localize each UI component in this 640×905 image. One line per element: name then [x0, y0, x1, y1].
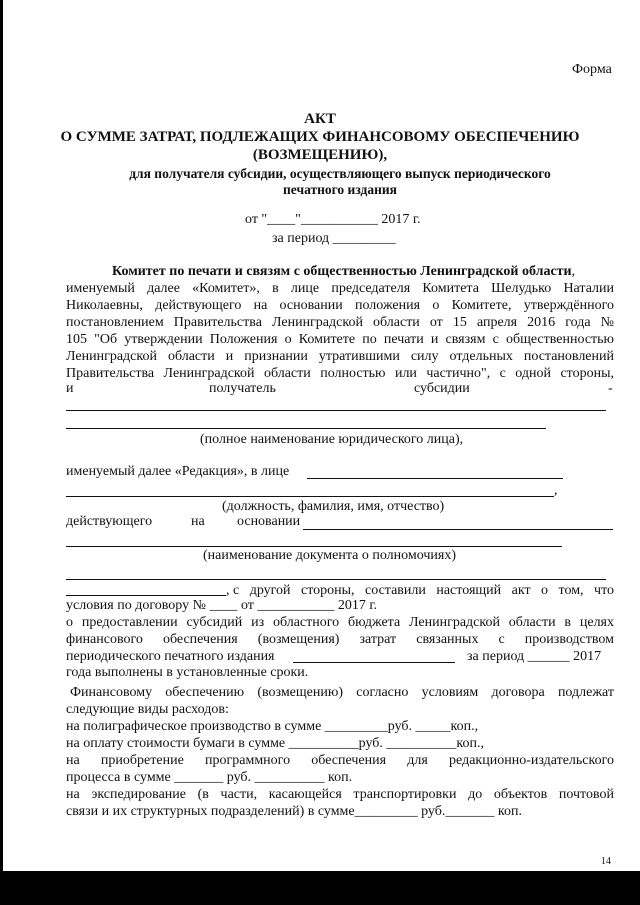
- subtitle-recipient: для получателя субсидии, осуществляющего выпуск периодического: [129, 166, 551, 181]
- expense-printing: на полиграфическое производство в сумме _________руб. _____коп.,: [66, 719, 479, 734]
- on-word: на: [191, 514, 205, 529]
- basis-word: основании: [237, 514, 301, 529]
- p1-line5: 105 "Об утверждении Положения о Комитете по печати и связям с общественностью: [66, 332, 614, 347]
- authority-field-2[interactable]: [66, 595, 226, 596]
- p3-line1: Финансовому обеспечению (возмещению) согласно условиям договора подлежат: [70, 685, 614, 700]
- authority-field[interactable]: [66, 579, 606, 580]
- legal-name-field-1[interactable]: [66, 410, 606, 411]
- caption-legal-name: (полное наименование юридического лица),: [200, 432, 464, 447]
- basis-field-2[interactable]: [66, 546, 562, 547]
- p2-line2: финансового обеспечения (возмещения) затрат связанных с производством: [66, 632, 614, 647]
- expense-paper: на оплату стоимости бумаги в сумме __________руб. __________коп.,: [66, 736, 484, 751]
- scan-bottom-edge: [0, 871, 640, 905]
- caption-person: (должность, фамилия, имя, отчество): [222, 499, 445, 514]
- editorial-person-field-2[interactable]: [66, 496, 554, 497]
- expense-software-1: на приобретение программного обеспечения для редакционно-издательского: [66, 753, 614, 768]
- editorial-person-field[interactable]: [307, 478, 563, 479]
- editorial-label: именуемый далее «Редакция», в лице: [66, 464, 290, 479]
- expense-forwarding-2: связи и их структурных подразделений) в сумме_________ руб._______ коп.: [66, 804, 522, 819]
- caption-document: (наименование документа о полномочиях): [203, 548, 457, 563]
- p2-line3b: за период ______ 2017: [467, 649, 602, 664]
- p1-line3: Николаевны, действующего на основании положения о Комитете, утверждённого: [66, 298, 614, 313]
- title-reimbursement: (ВОЗМЕЩЕНИЮ),: [252, 147, 388, 163]
- subtitle-publication: печатного издания: [283, 182, 397, 197]
- form-label: Форма: [572, 62, 612, 77]
- comma-2: ,: [554, 483, 558, 498]
- p2-line3a: периодического печатного издания: [66, 649, 275, 664]
- legal-name-field-2[interactable]: [66, 428, 546, 429]
- period-line: за период _________: [272, 231, 396, 246]
- p2-line4: года выполнены в установленные сроки.: [66, 665, 309, 680]
- p2-line1: о предоставлении субсидий из областного бюджета Ленинградской области в целях: [66, 615, 614, 630]
- p1-line2: именуемый далее «Комитет», в лице председателя Комитета Шелудько Наталии: [66, 281, 614, 296]
- dash: -: [608, 381, 613, 396]
- page-number: 14: [601, 856, 611, 867]
- contract-line: условия по договору № ____ от ___________ 2017 г.: [66, 598, 378, 613]
- basis-field[interactable]: [303, 529, 613, 530]
- and-word: и: [66, 381, 74, 396]
- committee-name: Комитет по печати и связям с общественностью Ленинградской области: [112, 264, 572, 279]
- other-side-text: с другой стороны, составили настоящий акт о том, что: [233, 583, 614, 598]
- p1-line7: Правительства Ленинградской области полностью или частично", с одной стороны,: [66, 366, 614, 381]
- title-act: АКТ: [304, 111, 336, 127]
- title-sum: О СУММЕ ЗАТРАТ, ПОДЛЕЖАЩИХ ФИНАНСОВОМУ ОБЕСПЕЧЕНИЮ: [60, 129, 580, 145]
- committee-line: [112, 264, 575, 280]
- p3-line2: следующие виды расходов:: [66, 702, 229, 717]
- expense-software-2: процесса в сумме _______ руб. __________ коп.: [66, 770, 353, 785]
- comma-3: ,: [226, 583, 230, 598]
- subsidy-word: субсидии: [414, 381, 470, 396]
- expense-forwarding-1: на экспедирование (в части, касающейся транспортировки до объектов почтовой: [66, 787, 614, 802]
- acting-word: действующего: [66, 514, 153, 529]
- publication-name-field[interactable]: [293, 662, 455, 663]
- recipient-word: получатель: [209, 381, 276, 396]
- date-line: от "____"___________ 2017 г.: [245, 212, 421, 227]
- p1-line4: постановлением Правительства Ленинградской области от 15 апреля 2016 года №: [66, 315, 614, 330]
- comma: ,: [571, 264, 576, 279]
- p1-line6: Ленинградской области и признании утратившими силу отдельных постановлений: [66, 349, 614, 364]
